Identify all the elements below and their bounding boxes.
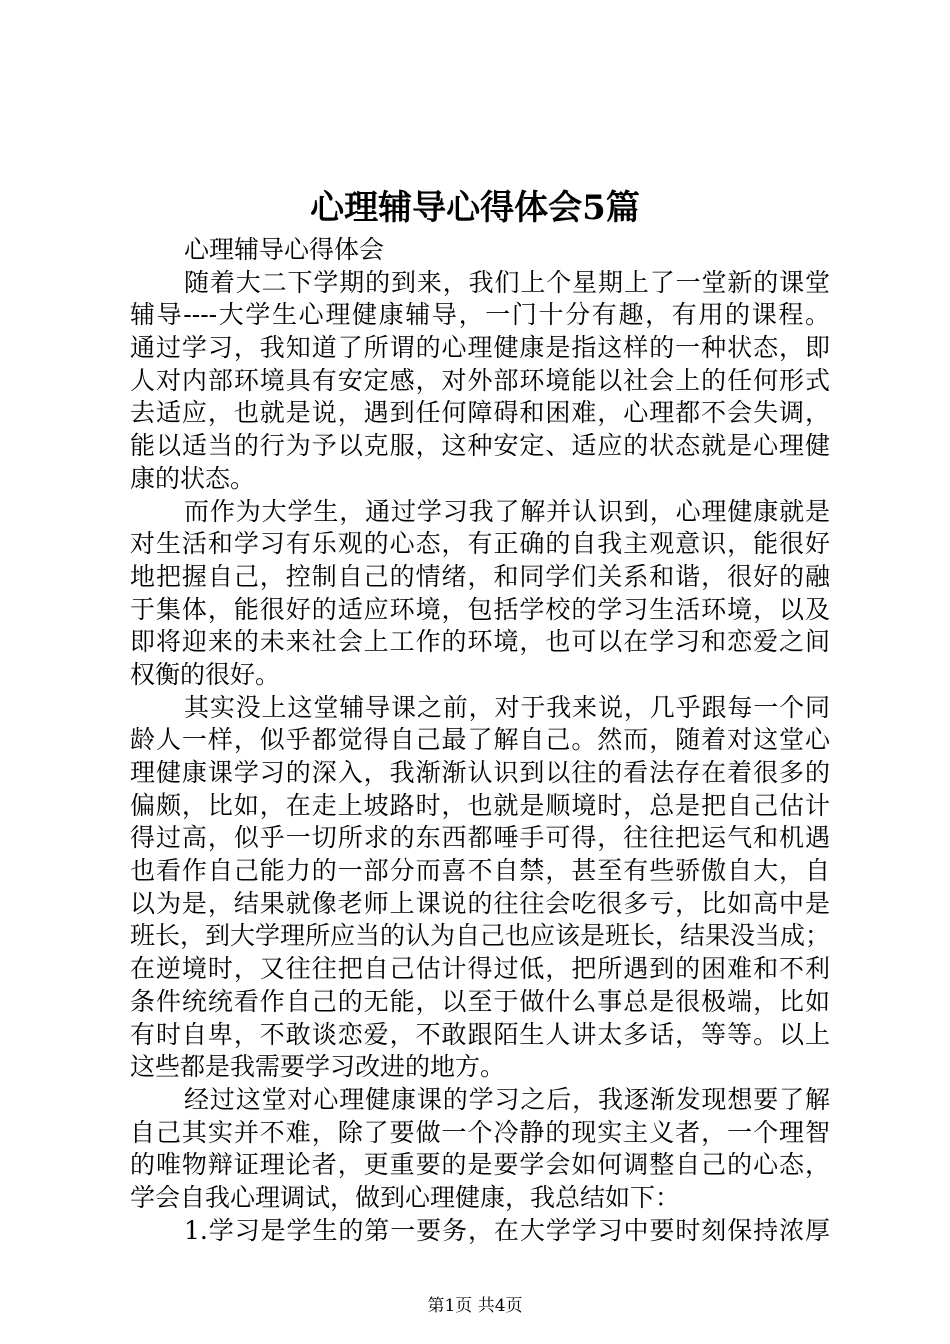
page-footer: 第1页 共4页 <box>427 1296 523 1316</box>
text-line: 经过这堂对心理健康课的学习之后，我逐渐发现想要了解 <box>184 1084 830 1114</box>
text-line: 得过高，似乎一切所求的东西都唾手可得，往往把运气和机遇 <box>130 823 830 853</box>
text-line: 条件统统看作自己的无能，以至于做什么事总是很极端，比如 <box>130 986 830 1016</box>
document-body <box>130 234 830 1247</box>
text-line: 龄人一样，似乎都觉得自己最了解自己。然而，随着对这堂心 <box>130 725 830 755</box>
text-line: 理健康课学习的深入，我渐渐认识到以往的看法存在着很多的 <box>130 758 830 787</box>
text-line: 能以适当的行为予以克服，这种安定、适应的状态就是心理健 <box>130 431 830 461</box>
text-line: 去适应，也就是说，遇到任何障碍和困难，心理都不会失调， <box>130 398 830 428</box>
text-line: 于集体，能很好的适应环境，包括学校的学习生活环境，以及 <box>130 594 830 624</box>
text-line: 班长，到大学理所应当的认为自己也应该是班长，结果没当成； <box>130 921 830 951</box>
text-line: 权衡的很好。 <box>130 659 281 689</box>
text-line: 康的状态。 <box>130 463 256 493</box>
text-line: 以为是，结果就像老师上课说的往往会吃很多亏，比如高中是 <box>130 888 830 918</box>
text-line: 偏颇，比如，在走上坡路时，也就是顺境时，总是把自己估计 <box>130 790 830 820</box>
text-line: 而作为大学生，通过学习我了解并认识到，心理健康就是 <box>184 496 830 526</box>
text-line: 的唯物辩证理论者，更重要的是要学会如何调整自己的心态， <box>130 1150 830 1180</box>
document-title: 心理辅导心得体会5篇 <box>310 188 640 228</box>
text-line: 地把握自己，控制自己的情绪，和同学们关系和谐，很好的融 <box>130 561 830 591</box>
text-line: 辅导----大学生心理健康辅导，一门十分有趣，有用的课程。 <box>130 300 830 330</box>
text-line: 这些都是我需要学习改进的地方。 <box>130 1052 506 1082</box>
text-line: 即将迎来的未来社会上工作的环境，也可以在学习和恋爱之间 <box>130 627 830 657</box>
text-line: 也看作自己能力的一部分而喜不自禁，甚至有些骄傲自大，自 <box>130 856 830 886</box>
text-line: 对生活和学习有乐观的心态，有正确的自我主观意识，能很好 <box>130 529 830 559</box>
text-line: 心理辅导心得体会 <box>184 235 385 264</box>
text-line: 人对内部环境具有安定感，对外部环境能以社会上的任何形式 <box>130 365 830 395</box>
text-line: 学会自我心理调试，做到心理健康，我总结如下： <box>130 1182 681 1212</box>
text-line: 自己其实并不难，除了要做一个冷静的现实主义者，一个理智 <box>130 1117 830 1147</box>
text-line: 有时自卑，不敢谈恋爱，不敢跟陌生人讲太多话，等等。以上 <box>130 1019 830 1049</box>
text-line: 其实没上这堂辅导课之前，对于我来说，几乎跟每一个同 <box>184 692 830 722</box>
text-line: 在逆境时，又往往把自己估计得过低，把所遇到的困难和不利 <box>130 954 830 984</box>
text-line: 1.学习是学生的第一要务，在大学学习中要时刻保持浓厚 <box>184 1215 830 1245</box>
text-line: 通过学习，我知道了所谓的心理健康是指这样的一种状态，即 <box>130 333 830 363</box>
text-line: 随着大二下学期的到来，我们上个星期上了一堂新的课堂 <box>184 267 830 297</box>
